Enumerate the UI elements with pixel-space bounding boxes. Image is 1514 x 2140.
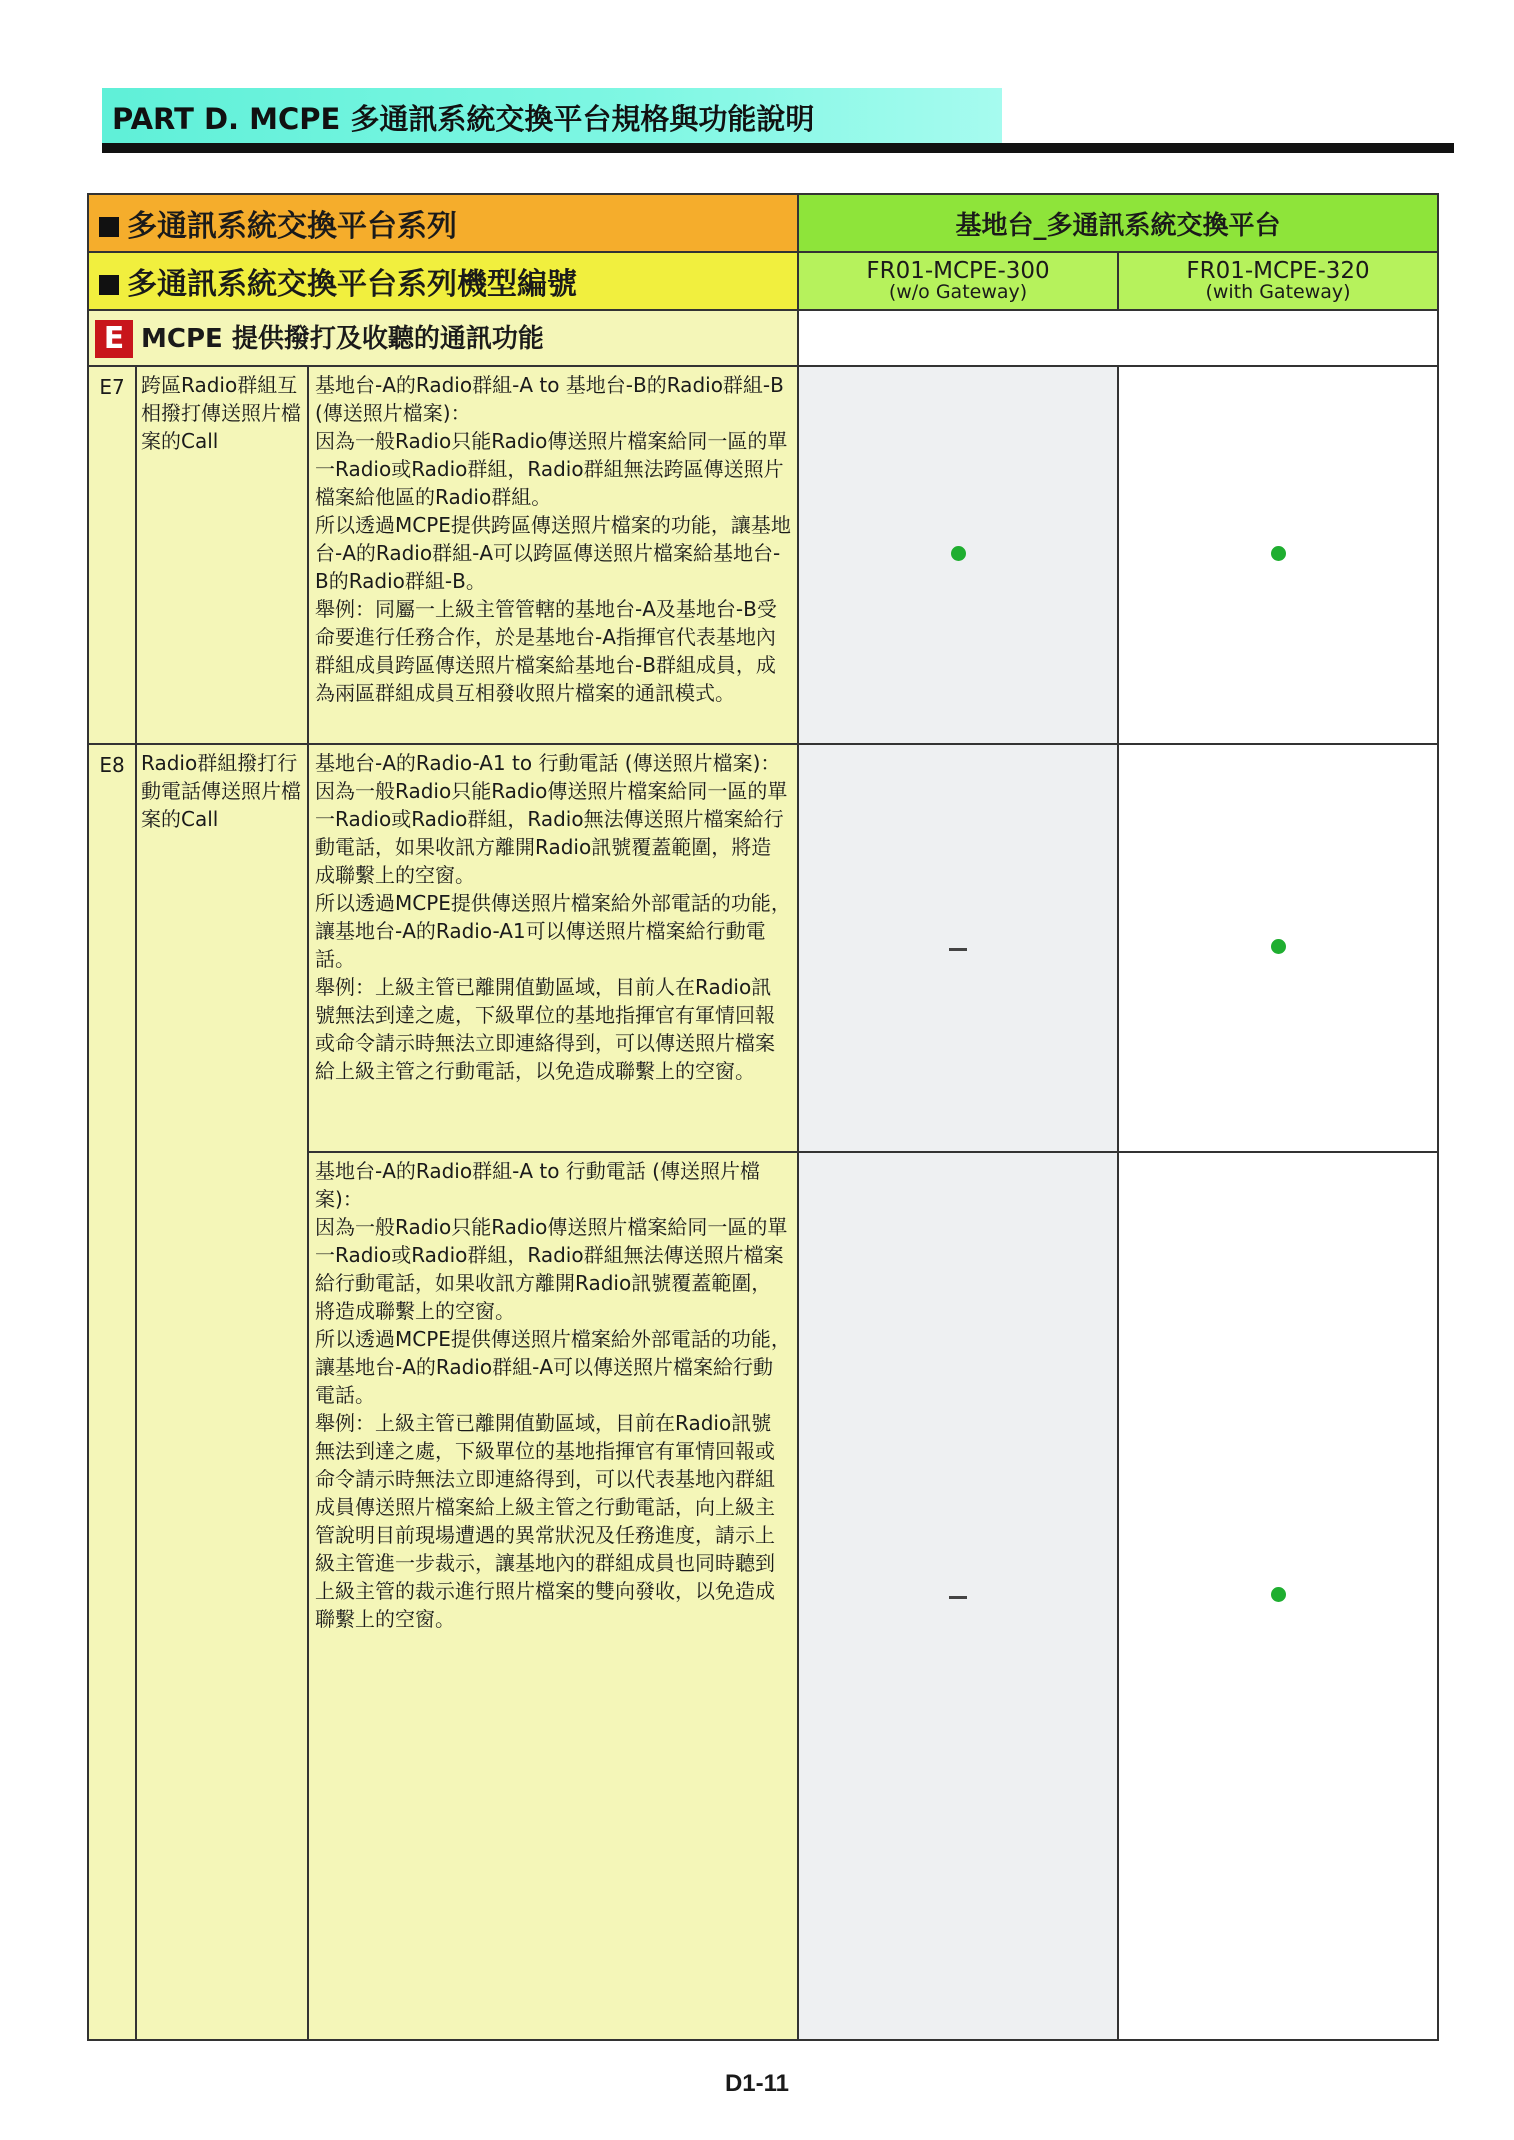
- square-bullet-icon: [99, 217, 119, 237]
- support-cell-300: [798, 366, 1118, 744]
- feature-name: Radio群組撥打行動電話傳送照片檔案的Call: [136, 744, 308, 2040]
- support-cell-320: [1118, 1152, 1438, 2040]
- feature-description: 基地台-A的Radio群組-A to 基地台-B的Radio群組-B (傳送照片檔案)： 因為一般Radio只能Radio傳送照片檔案給同一區的單一Radio或Radio群組，Radio群組無法跨區傳送照片檔案給他區的Radio群組。 所以透過MCPE提供跨區傳送照片檔案的功能，讓基地台-A的Radio群組-A可以跨區傳送照片檔案給基地台-B的Radio群組-B。 舉例：同屬一上級主管管轄的基地台-A及基地台-B受命要進行任務合作，於是基地台-A指揮官代表基地內群組成員跨區傳送照片檔案給基地台-B群組成員，成為兩區群組成員互相發收照片檔案的通訊模式。: [308, 366, 798, 744]
- support-cell-320: [1118, 366, 1438, 744]
- feature-id: E7: [88, 366, 136, 744]
- supported-dot-icon: [951, 546, 966, 561]
- model-label: 多通訊系統交換平台系列機型編號: [127, 267, 577, 302]
- series-header: [88, 194, 798, 252]
- section-row: [88, 310, 1438, 366]
- support-cell-320: [1118, 744, 1438, 1152]
- supported-dot-icon: [1271, 546, 1286, 561]
- section-empty-cell: [798, 310, 1438, 366]
- model-cell-300: [798, 252, 1118, 310]
- model-gateway: (w/o Gateway): [888, 281, 1028, 304]
- model-name: FR01-MCPE-320: [1186, 257, 1370, 284]
- series-header-row: [88, 194, 1438, 252]
- support-cell-300: [798, 744, 1118, 1152]
- feature-name: 跨區Radio群組互相撥打傳送照片檔案的Call: [136, 366, 308, 744]
- page-title: PART D. MCPE 多通訊系統交換平台規格與功能說明: [112, 102, 815, 136]
- spec-table: [87, 193, 1439, 2041]
- model-header: [88, 252, 798, 310]
- support-cell-300: [798, 1152, 1118, 2040]
- supported-dot-icon: [1271, 1587, 1286, 1602]
- section-header: [88, 310, 798, 366]
- unsupported-dash-icon: [949, 948, 967, 951]
- section-badge: E: [95, 320, 133, 358]
- table-row: [88, 744, 1438, 1152]
- supported-dot-icon: [1271, 939, 1286, 954]
- model-name: FR01-MCPE-300: [866, 257, 1050, 284]
- model-cell-320: [1118, 252, 1438, 310]
- model-header-row: [88, 252, 1438, 310]
- page-number: D1-11: [724, 2070, 790, 2097]
- feature-description: 基地台-A的Radio-A1 to 行動電話 (傳送照片檔案)： 因為一般Radio只能Radio傳送照片檔案給同一區的單一Radio或Radio群組，Radio無法傳送照片檔案給行動電話，如果收訊方離開Radio訊號覆蓋範圍，將造成聯繫上的空窗。 所以透過MCPE提供傳送照片檔案給外部電話的功能，讓基地台-A的Radio-A1可以傳送照片檔案給行動電話。 舉例：上級主管已離開值勤區域，目前人在Radio訊號無法到達之處，下級單位的基地指揮官有軍情回報或命令請示時無法立即連絡得到，可以傳送照片檔案給上級主管之行動電話，以免造成聯繫上的空窗。: [308, 744, 798, 1152]
- feature-id: E8: [88, 744, 136, 2040]
- series-label: 多通訊系統交換平台系列: [127, 209, 457, 244]
- square-bullet-icon: [99, 275, 119, 295]
- table-row: [88, 366, 1438, 744]
- section-title: MCPE 提供撥打及收聽的通訊功能: [141, 323, 544, 354]
- unsupported-dash-icon: [949, 1596, 967, 1599]
- platform-header: 基地台_多通訊系統交換平台: [798, 194, 1438, 252]
- model-gateway: (with Gateway): [1205, 281, 1351, 304]
- title-rule: [102, 143, 1454, 153]
- feature-description: 基地台-A的Radio群組-A to 行動電話 (傳送照片檔案)： 因為一般Radio只能Radio傳送照片檔案給同一區的單一Radio或Radio群組，Radio群組無法傳送照片檔案給行動電話，如果收訊方離開Radio訊號覆蓋範圍，將造成聯繫上的空窗。 所以透過MCPE提供傳送照片檔案給外部電話的功能，讓基地台-A的Radio群組-A可以傳送照片檔案給行動電話。 舉例：上級主管已離開值勤區域，目前在Radio訊號無法到達之處，下級單位的基地指揮官有軍情回報或命令請示時無法立即連絡得到，可以代表基地內群組成員傳送照片檔案給上級主管之行動電話，向上級主管說明目前現場遭遇的異常狀況及任務進度，請示上級主管進一步裁示，讓基地內的群組成員也同時聽到上級主管的裁示進行照片檔案的雙向發收，以免造成聯繫上的空窗。: [308, 1152, 798, 2040]
